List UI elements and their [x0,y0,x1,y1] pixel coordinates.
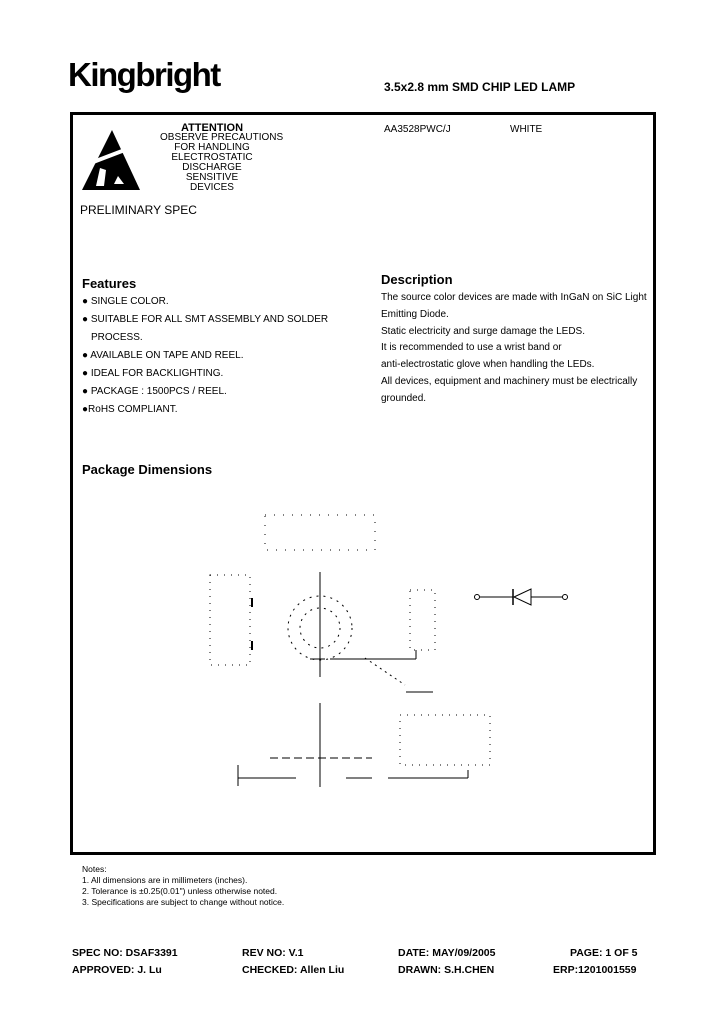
approved-by: APPROVED: J. Lu [72,964,162,976]
attention-line: OBSERVE PRECAUTIONS [160,132,284,143]
drawn-by: DRAWN: S.H.CHEN [398,964,495,976]
attention-line: ELECTROSTATIC [171,152,253,163]
spec-number: SPEC NO: DSAF3391 [72,947,178,959]
description-line: Emitting Diode. [381,308,449,320]
attention-line: SENSITIVE [185,172,239,183]
package-dimensions-heading: Package Dimensions [82,462,213,477]
notes-heading: Notes: [82,864,107,874]
attention-line: FOR HANDLING [174,142,250,153]
note-item: 3. Specifications are subject to change without notice. [82,897,285,907]
document-title: 3.5x2.8 mm SMD CHIP LED LAMP [384,80,576,94]
feature-item: ●RoHS COMPLIANT. [82,404,178,415]
part-color: WHITE [510,124,543,135]
note-item: 2. Tolerance is ±0.25(0.01") unless otherwise noted. [82,886,278,896]
erp-number: ERP:1201001559 [553,964,637,976]
feature-item: ● AVAILABLE ON TAPE AND REEL. [82,350,244,361]
feature-item: ● IDEAL FOR BACKLIGHTING. [82,368,224,379]
kingbright-logo: Kingbright [68,56,220,93]
description-line: Static electricity and surge damage the LEDS. [381,325,585,337]
feature-item: ● SUITABLE FOR ALL SMT ASSEMBLY AND SOLDER [82,314,329,325]
part-number: AA3528PWC/J [384,124,451,135]
notes [82,864,284,908]
spec-status: PRELIMINARY SPEC [80,203,197,217]
attention-line: DEVICES [190,182,234,193]
diode-symbol-icon [475,589,568,605]
description-line: anti-electrostatic glove when handling the LEDs. [381,359,595,371]
page-number: PAGE: 1 OF 5 [570,947,638,959]
feature-item: ● SINGLE COLOR. [82,296,169,307]
feature-item: ● PACKAGE : 1500PCS / REEL. [82,386,227,397]
revision-number: REV NO: V.1 [242,947,304,959]
features-heading: Features [82,276,137,291]
description-line: The source color devices are made with InGaN on SiC Light [381,292,647,303]
checked-by: CHECKED: Allen Liu [242,964,345,976]
date: DATE: MAY/09/2005 [398,947,496,959]
description-line: All devices, equipment and machinery must be electrically [381,375,638,387]
attention-line: DISCHARGE [182,162,242,173]
attention-heading: ATTENTION [180,122,244,134]
description-line: It is recommended to use a wrist band or [381,342,562,354]
description-heading: Description [381,272,453,287]
description-line: grounded. [381,392,427,404]
note-item: 1. All dimensions are in millimeters (inches). [82,875,248,885]
feature-item: PROCESS. [91,332,143,343]
